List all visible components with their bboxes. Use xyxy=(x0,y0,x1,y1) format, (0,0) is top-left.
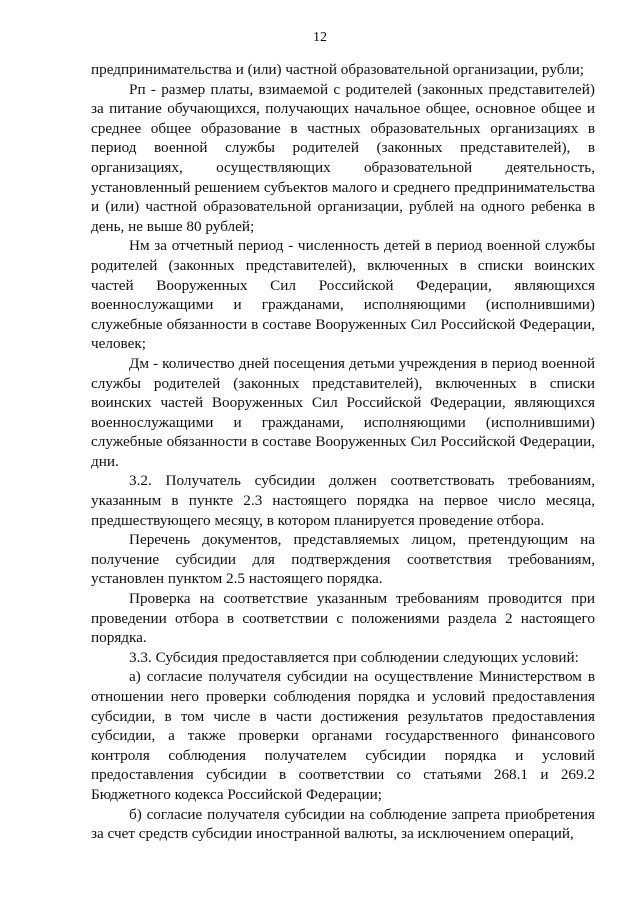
paragraph-continuation: предпринимательства и (или) частной образовательной организации, рубли; xyxy=(91,61,584,78)
paragraph-3-3: 3.3. Субсидия предоставляется при соблюдении следующих условий: xyxy=(129,648,579,666)
paragraph-rp-definition: Рп - размер платы, взимаемой с родителей (законных представителей) за питание обучающихся, получающих начальное общее, основное общее и среднее общее образование в частных образовательных организациях в период военной службы родителей (законных представителей), в организациях, осуществляющих образовательной деятельность, установленный решением субъектов малого и среднего предпринимательства и (или) частной образовательной организации, рублей на одного ребенка в день, не выше 80 рублей; xyxy=(91,80,595,235)
document-body xyxy=(91,60,595,844)
paragraph-nm-definition: Нм за отчетный период - численность детей в период военной службы родителей (законных представителей), включенных в списки воинских частей Вооруженных Сил Российской Федерации, являющихся военнослужащими и гражданами, исполняющими (исполнившими) служебные обязанности в составе Вооруженных Сил Российской Федерации, человек; xyxy=(91,237,595,353)
paragraph-verification: Проверка на соответствие указанным требованиям проводится при проведении отбора в соответствии с положениями раздела 2 настоящего порядка. xyxy=(91,590,595,647)
page-number: 12 xyxy=(313,30,327,45)
paragraph-documents-list: Перечень документов, представляемых лицом, претендующим на получение субсидии для подтверждения соответствия требованиям, установлен пунктом 2.5 настоящего порядка. xyxy=(91,531,595,588)
paragraph-condition-b: б) согласие получателя субсидии на соблюдение запрета приобретения за счет средств субсидии иностранной валюты, за исключением операций, xyxy=(91,805,595,843)
paragraph-3-2: 3.2. Получатель субсидии должен соответствовать требованиям, указанным в пункте 2.3 настоящего порядка на первое число месяца, предшествующего месяцу, в котором планируется проведение отбора. xyxy=(91,472,595,529)
paragraph-dm-definition: Дм - количество дней посещения детьми учреждения в период военной службы родителей (законных представителей), включенных в списки воинских частей Вооруженных Сил Российской Федерации, являющихся военнослужащими и гражданами, исполняющими (исполнившими) служебные обязанности в составе Вооруженных Сил Российской Федерации, дни. xyxy=(91,354,595,470)
paragraph-condition-a: а) согласие получателя субсидии на осуществление Министерством в отношении него проверки соблюдения порядка и условий предоставления субсидии, в том числе в части достижения результатов предоставления субсидии, а также проверки органами государственного финансового контроля соблюдения получателем субсидии порядка и условий предоставления субсидии в соответствии со статьями 268.1 и 269.2 Бюджетного кодекса Российской Федерации; xyxy=(91,668,595,803)
